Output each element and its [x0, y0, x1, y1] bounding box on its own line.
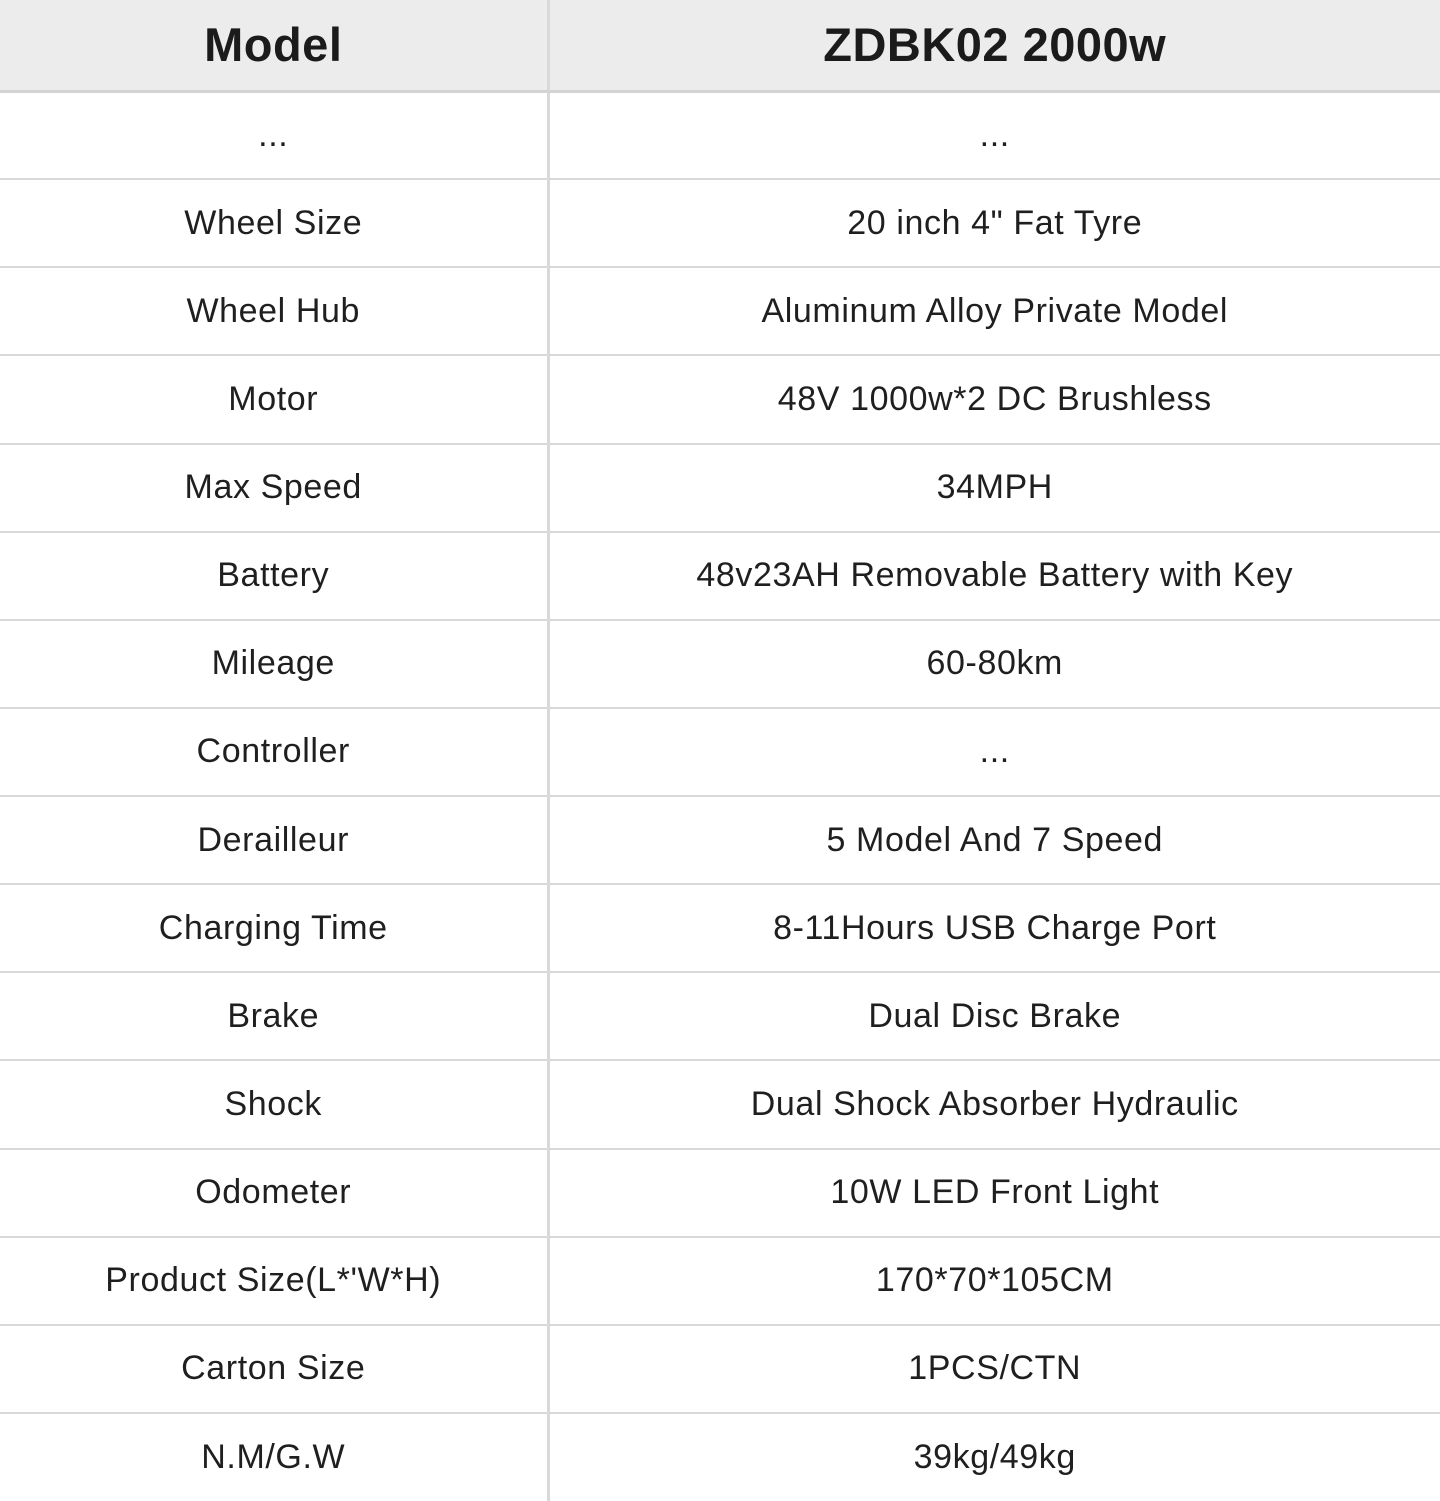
- table-row: [0, 532, 1440, 620]
- spec-value: 60-80km: [548, 620, 1440, 708]
- spec-value: 48V 1000w*2 DC Brushless: [548, 355, 1440, 443]
- spec-label: Brake: [0, 972, 548, 1060]
- spec-value: ...: [548, 708, 1440, 796]
- spec-value: 10W LED Front Light: [548, 1149, 1440, 1237]
- table-row: [0, 620, 1440, 708]
- spec-label: Wheel Size: [0, 179, 548, 267]
- table-row: [0, 884, 1440, 972]
- table-row: [0, 1060, 1440, 1148]
- spec-value: 170*70*105CM: [548, 1237, 1440, 1325]
- spec-label: Mileage: [0, 620, 548, 708]
- table-row: [0, 1325, 1440, 1413]
- table-row: [0, 1413, 1440, 1501]
- spec-value: 48v23AH Removable Battery with Key: [548, 532, 1440, 620]
- spec-label: N.M/G.W: [0, 1413, 548, 1501]
- table-row: [0, 708, 1440, 796]
- table-row: [0, 972, 1440, 1060]
- table-row: [0, 179, 1440, 267]
- spec-label: Charging Time: [0, 884, 548, 972]
- spec-label: ...: [0, 91, 548, 179]
- spec-label: Wheel Hub: [0, 267, 548, 355]
- spec-value: 39kg/49kg: [913, 1437, 1076, 1476]
- spec-value: 34MPH: [548, 444, 1440, 532]
- spec-value: 20 inch 4" Fat Tyre: [548, 179, 1440, 267]
- table-row: [0, 796, 1440, 884]
- spec-label: Derailleur: [0, 796, 548, 884]
- table-row: [0, 91, 1440, 179]
- spec-label: Shock: [0, 1060, 548, 1148]
- spec-label: Odometer: [0, 1149, 548, 1237]
- spec-label: Battery: [0, 532, 548, 620]
- table-row: [0, 444, 1440, 532]
- spec-value: ...: [548, 91, 1440, 179]
- spec-label: Max Speed: [0, 444, 548, 532]
- spec-value: 8-11Hours USB Charge Port: [548, 884, 1440, 972]
- table-row: [0, 1237, 1440, 1325]
- spec-label: Product Size(L*'W*H): [0, 1237, 548, 1325]
- table-header-row: [0, 0, 1440, 91]
- header-model-label: Model: [0, 0, 548, 91]
- spec-label: Carton Size: [0, 1325, 548, 1413]
- spec-value: Aluminum Alloy Private Model: [548, 267, 1440, 355]
- spec-value: Dual Shock Absorber Hydraulic: [548, 1060, 1440, 1148]
- spec-value: Dual Disc Brake: [548, 972, 1440, 1060]
- spec-value: 1PCS/CTN: [548, 1325, 1440, 1413]
- spec-label: Motor: [0, 355, 548, 443]
- table-row: [0, 1149, 1440, 1237]
- table-row: [0, 355, 1440, 443]
- table-row: [0, 267, 1440, 355]
- header-model-value: ZDBK02 2000w: [548, 0, 1440, 91]
- spec-value: 5 Model And 7 Speed: [548, 796, 1440, 884]
- spec-label: Controller: [0, 708, 548, 796]
